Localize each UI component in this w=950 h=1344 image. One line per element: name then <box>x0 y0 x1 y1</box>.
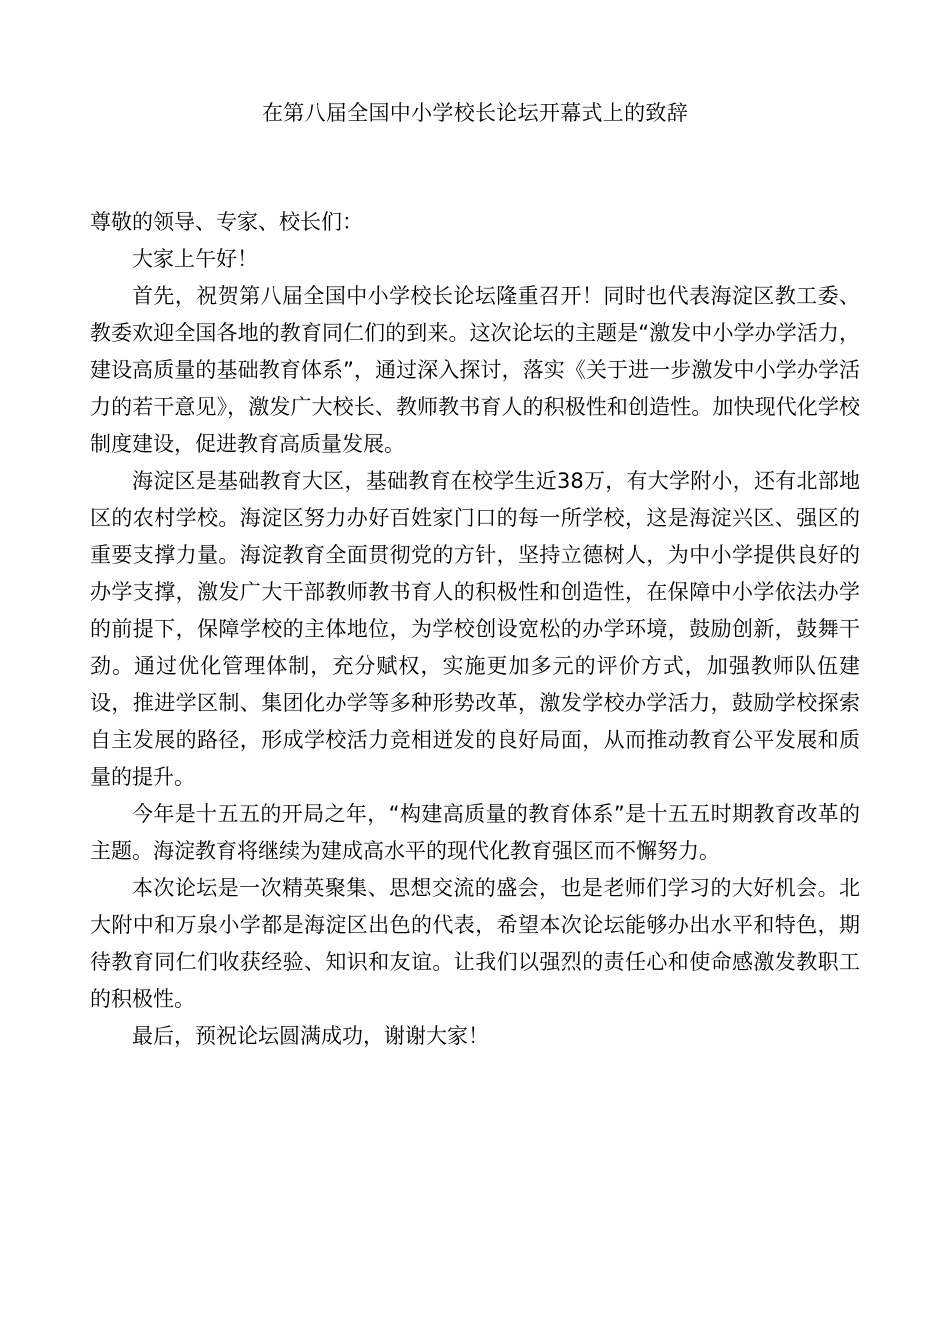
paragraph-plan: 今年是十五五的开局之年，“构建高质量的教育体系”是十五五时期教育改革的主题。海淀教育将继续为建成高水平的现代化教育强区而不懈努力。 <box>90 802 860 863</box>
paragraph-congratulation: 首先，祝贺第八届全国中小学校长论坛隆重召开！同时也代表海淀区教工委、教委欢迎全国各地的教育同仁们的到来。这次论坛的主题是“激发中小学办学活力，建设高质量的基础教育体系”，通过深入探讨，落实《关于进一步激发中小学办学活力的若干意见》，激发广大校长、教师教书育人的积极性和创造性。加快现代化学校制度建设，促进教育高质量发展。 <box>90 284 860 456</box>
paragraph-forum: 本次论坛是一次精英聚集、思想交流的盛会，也是老师们学习的大好机会。北大附中和万泉小学都是海淀区出色的代表，希望本次论坛能够办出水平和特色，期待教育同仁们收获经验、知识和友谊。让我们以强烈的责任心和使命感激发教职工的积极性。 <box>90 876 860 1011</box>
paragraph-greeting: 大家上午好！ <box>132 247 258 271</box>
paragraph-closing: 最后，预祝论坛圆满成功，谢谢大家！ <box>132 1024 489 1048</box>
paragraph-haidian-education: 海淀区是基础教育大区，基础教育在校学生近38万，有大学附小，还有北部地区的农村学校。海淀区努力办好百姓家门口的每一所学校，这是海淀兴区、强区的重要支撑力量。海淀教育全面贯彻党的方针，坚持立德树人，为中小学提供良好的办学支撑，激发广大干部教师教书育人的积极性和创造性，在保障中小学依法办学的前提下，保障学校的主体地位，为学校创设宽松的办学环境，鼓励创新，鼓舞干劲。通过优化管理体制，充分赋权，实施更加多元的评价方式，加强教师队伍建设，推进学区制、集团化办学等多种形势改革，激发学校办学活力，鼓励学校探索自主发展的路径，形成学校活力竞相迸发的良好局面，从而推动教育公平发展和质量的提升。 <box>90 469 860 789</box>
salutation: 尊敬的领导、专家、校长们： <box>90 210 363 234</box>
document-title: 在第八届全国中小学校长论坛开幕式上的致辞 <box>262 101 688 125</box>
document-body <box>90 204 860 1055</box>
